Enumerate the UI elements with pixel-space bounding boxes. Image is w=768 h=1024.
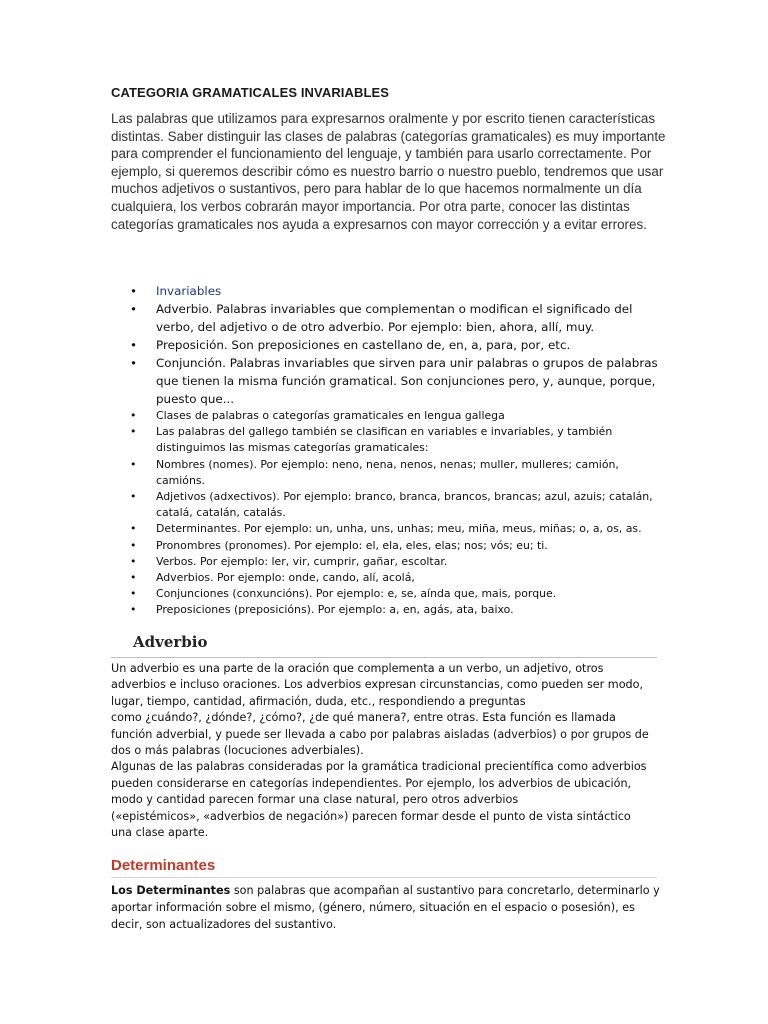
paragraph-line: lugar, tiempo, cantidad, afirmación, duda, etc., respondiendo a preguntas xyxy=(111,694,526,708)
paragraph-line: modo y cantidad parecen formar una clase natural, pero otros adverbios xyxy=(111,793,519,807)
list-item: • Clases de palabras o categorías gramaticales en lengua gallega xyxy=(128,408,668,424)
list-item: • Determinantes. Por ejemplo: un, unha, uns, unhas; meu, miña, meus, miñas; o, a, os, as. xyxy=(128,521,668,537)
list-item: • Nombres (nomes). Por ejemplo: neno, nena, nenos, nenas; muller, mulleres; camión, camións. xyxy=(128,457,668,489)
list-item: • Adverbio. Palabras invariables que complementan o modifican el significado del verbo, del adjetivo o de otro adverbio. Por ejemplo: bien, ahora, allí, muy. xyxy=(128,300,668,336)
determinantes-text: son palabras que acompañan al sustantivo para concretarlo, determinarlo y aportar información sobre el mismo, (género, número, situación en el espacio o posesión), es decir, son actualizadores del sustantivo. xyxy=(111,884,660,931)
list-item: • Adjetivos (adxectivos). Por ejemplo: branco, branca, brancos, brancas; azul, azuis; catalán, catalá, catalán, catalás. xyxy=(128,489,668,521)
paragraph-line: función adverbial, y puede ser llevada a cabo por palabras aisladas (adverbios) o por grupos de xyxy=(111,727,649,741)
paragraph-line: como ¿cuándo?, ¿dónde?, ¿cómo?, ¿de qué manera?, entre otras. Esta función es llamada xyxy=(111,711,616,725)
paragraph-line: una clase aparte. xyxy=(111,826,209,840)
adverbio-heading: Adverbio xyxy=(133,633,208,651)
adverbio-paragraph xyxy=(111,661,663,841)
invariables-list xyxy=(128,282,668,619)
list-item: • Conjunción. Palabras invariables que sirven para unir palabras o grupos de palabras que tienen la misma función gramatical. Son conjunciones pero, y, aunque, porque, puesto que... xyxy=(128,354,668,408)
list-item: • Preposición. Son preposiciones en castellano de, en, a, para, por, etc. xyxy=(128,336,668,354)
list-item: • Las palabras del gallego también se clasifican en variables e invariables, y también distinguimos las mismas categorías gramaticales: xyxy=(128,424,668,456)
determinantes-heading: Determinantes xyxy=(111,857,216,874)
intro-paragraph: Las palabras que utilizamos para expresarnos oralmente y por escrito tienen características distintas. Saber distinguir las clases de palabras (categorías gramaticales) es muy importante para comprender el funcionamiento del lenguaje, y también para usarlo correctamente. Por ejemplo, si queremos describir cómo es nuestro barrio o nuestro pueblo, tendremos que usar muchos adjetivos o sustantivos, pero para hablar de lo que hacemos normalmente un día cualquiera, los verbos cobrarán mayor importancia. Por otra parte, conocer las distintas categorías gramaticales nos ayuda a expresarnos con mayor corrección y a evitar errores. xyxy=(111,111,666,232)
list-item: • Verbos. Por ejemplo: ler, vir, cumprir, gañar, escoltar. xyxy=(128,554,668,570)
paragraph-line: Algunas de las palabras consideradas por la gramática tradicional precientífica como adverbios xyxy=(111,760,647,774)
list-item: • Adverbios. Por ejemplo: onde, cando, alí, acolá, xyxy=(128,570,668,586)
determinantes-lead: Los Determinantes xyxy=(111,884,231,897)
page-title: CATEGORIA GRAMATICALES INVARIABLES xyxy=(111,85,390,100)
list-item: • Preposiciones (preposicións). Por ejemplo: a, en, agás, ata, baixo. xyxy=(128,602,668,618)
paragraph-line: («epistémicos», «adverbios de negación») parecen formar desde el punto de vista sintáctico xyxy=(111,809,631,823)
section-divider xyxy=(111,877,657,878)
list-item: • Conjunciones (conxuncións). Por ejemplo: e, se, aínda que, mais, porque. xyxy=(128,586,668,602)
paragraph-line: pueden considerarse en categorías independientes. Por ejemplo, los adverbios de ubicación, xyxy=(111,776,632,790)
determinantes-paragraph xyxy=(111,882,663,933)
list-item: • Invariables xyxy=(128,282,668,300)
paragraph-line: adverbios e incluso oraciones. Los adverbios expresan circunstancias, como pueden ser modo, xyxy=(111,678,644,692)
list-item: • Pronombres (pronomes). Por ejemplo: el, ela, eles, elas; nos; vós; eu; ti. xyxy=(128,538,668,554)
paragraph-line: Un adverbio es una parte de la oración que complementa a un verbo, un adjetivo, otros xyxy=(111,662,604,675)
section-divider xyxy=(111,657,657,658)
paragraph-line: dos o más palabras (locuciones adverbiales). xyxy=(111,744,364,758)
